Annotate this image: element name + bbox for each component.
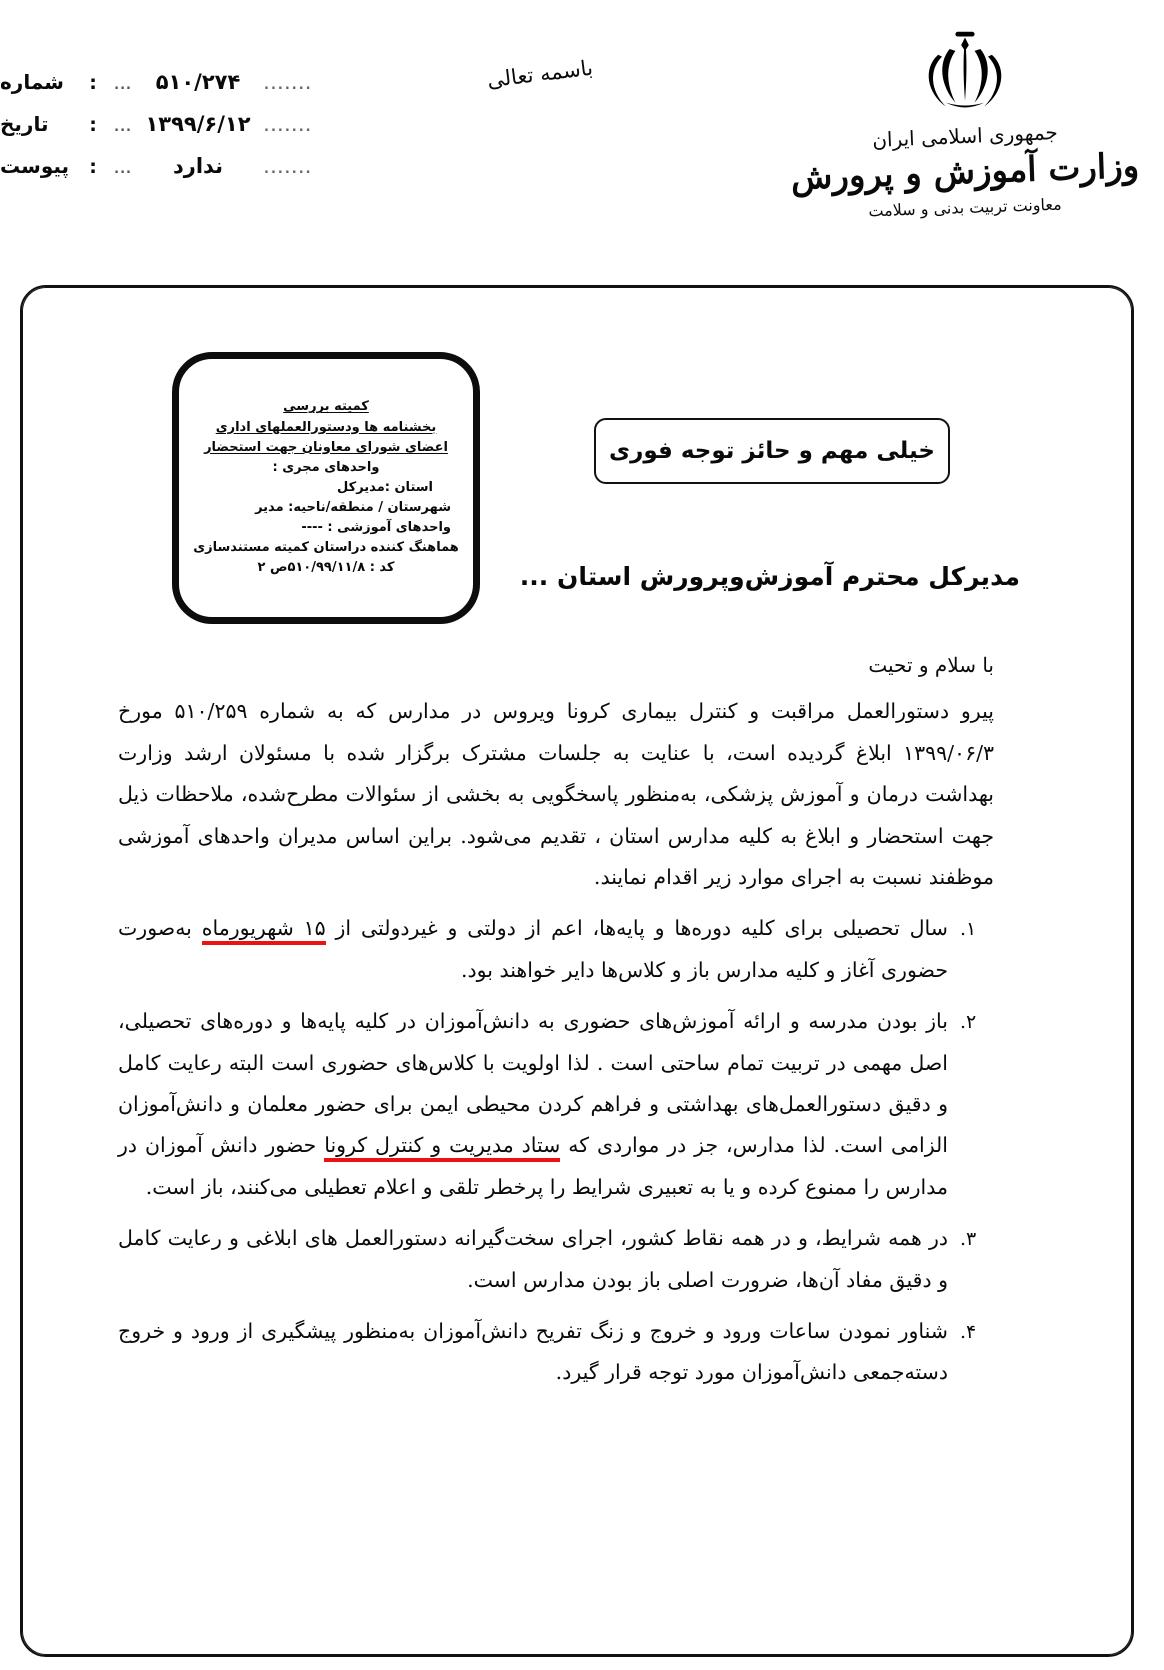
list-item <box>118 1218 994 1301</box>
field-value-date: ۱۳۹۹/۶/۱۲ <box>145 112 251 136</box>
stamp-title-3: اعضای شورای معاونان جهت استحضار <box>204 439 448 455</box>
stamp-row-district: شهرستان / منطقه/ناحیه: مدیر <box>255 500 451 516</box>
iran-emblem-icon <box>917 26 1013 118</box>
item-text <box>118 1311 948 1394</box>
item-text <box>118 1218 948 1301</box>
urgent-banner: خیلی مهم و حائز توجه فوری <box>594 418 950 484</box>
stamp-title-4: واحدهای مجری : <box>272 459 380 475</box>
greeting-line: با سلام و تحیت <box>868 653 994 677</box>
item-text-part1: سال تحصیلی برای کلیه دوره‌ها و پایه‌ها، اعم از دولتی و غیردولتی از <box>325 916 948 941</box>
list-item <box>118 1311 994 1394</box>
stamp-row-province: استان :مدیرکل <box>337 479 433 495</box>
letterhead-line-department: معاونت تربیت بدنی و سلامت <box>868 194 1062 221</box>
intro-paragraph: پیرو دستورالعمل مراقبت و کنترل بیماری کرونا ویروس در مدارس که به شماره ۵۱۰/۲۵۹ مورخ ۱۳۹۹/۰۶/۳ ابلاغ گردیده است، با عنایت به جلسات مشترک برگزار شده با مسئولان ارشد وزارت بهداشت درمان و آموزش پزشکی، به‌منظور پاسخگویی به بخشی از سئوالات مطرح‌شده، ملاحظات ذیل جهت استحضار و ابلاغ به کلیه مدارس استان ، تقدیم می‌شود. براین اساس مدیران واحدهای آموزشی موظفند نسبت به اجرای موارد زیر اقدام نمایند. <box>118 699 994 890</box>
item-number: ۱. <box>960 918 977 941</box>
field-colon: : <box>89 72 97 94</box>
field-label-attachment: پیوست <box>0 154 70 178</box>
item-number: ۳. <box>960 1228 977 1251</box>
item-number: ۴. <box>960 1321 977 1344</box>
field-row-attachment <box>0 154 320 178</box>
stamp-title-1: کمیته بررسی <box>283 399 369 415</box>
item-text-part2: به‌صورت حضوری آغاز و کلیه مدارس باز و کلاس‌ها دایر خواهند بود. <box>118 916 948 982</box>
field-row-date <box>0 112 320 136</box>
basmala-invocation: باسمه تعالی <box>485 55 595 93</box>
field-colon: : <box>89 114 97 136</box>
numbered-items-list <box>118 908 994 1393</box>
field-label-date: تاریخ <box>0 112 49 136</box>
item-highlight: ستاد مدیریت و کنترل کرونا <box>324 1133 560 1162</box>
letterhead-line-country: جمهوری اسلامی ایران <box>871 119 1059 153</box>
item-text <box>118 1001 948 1208</box>
letterhead <box>790 26 1140 221</box>
field-label-number: شماره <box>0 70 64 94</box>
item-text-part1: شناور نمودن ساعات ورود و خروج و زنگ تفریح دانش‌آموزان به‌منظور پیشگیری از ورود و خروج دسته‌جمعی دانش‌آموزان مورد توجه قرار گیرد. <box>118 1319 948 1385</box>
field-value-number: ۵۱۰/۲۷۴ <box>155 70 241 94</box>
stamp-row-coordinator: هماهنگ کننده دراستان کمیته مستندسازی <box>193 540 459 556</box>
field-colon: : <box>89 156 97 178</box>
leader-dots-right: ... <box>114 162 132 177</box>
item-text-part2: حضور دانش آموزان در مدارس را ممنوع کرده و یا به تعبیری شرایط را پرخطر تلقی و اعلام تعطیلی می‌کنند، باز است. <box>118 1133 948 1199</box>
field-value-attachment: ندارد <box>172 154 224 178</box>
item-highlight: ۱۵ شهریورماه <box>202 916 326 945</box>
leader-dots-left: ....... <box>264 120 313 135</box>
list-item <box>118 1001 994 1208</box>
stamp-row-schools: واحدهای آموزشی : ---- <box>301 520 451 536</box>
addressee-line: مدیرکل محترم آموزش‌وپرورش استان ... <box>519 562 1020 591</box>
field-row-number <box>0 70 320 94</box>
stamp-row-code: کد : ۵۱۰/۹۹/۱۱/۸ص ۲ <box>257 560 395 576</box>
letter-body <box>118 645 994 1404</box>
header-fields <box>0 70 320 196</box>
leader-dots-left: ....... <box>264 162 313 177</box>
addressee-wrapper <box>0 562 1164 591</box>
leader-dots-right: ... <box>114 120 132 135</box>
leader-dots-left: ....... <box>264 78 313 93</box>
leader-dots-right: ... <box>114 78 132 93</box>
item-text-part1: در همه شرایط، و در همه نقاط کشور، اجرای سخت‌گیرانه دستورالعمل های ابلاغی و رعایت کامل و دقیق مفاد آن‌ها، ضرورت اصلی باز بودن مدارس است. <box>118 1226 948 1292</box>
letterhead-line-ministry: وزارت آموزش و پرورش <box>790 145 1140 199</box>
item-text-part1: باز بودن مدرسه و ارائه آموزش‌های حضوری به دانش‌آموزان در کلیه پایه‌ها و دوره‌های تحصیلی، اصل مهمی در تربیت تمام ساحتی است . لذا اولویت با کلاس‌های حضوری است البته رعایت کامل و دقیق دستورالعمل‌های بهداشتی و فراهم کردن محیطی ایمن برای حضور معلمان و دانش‌آموزان الزامی است. لذا مدارس، جز در مواردی که <box>118 1009 949 1158</box>
item-number: ۲. <box>960 1011 977 1034</box>
item-text <box>118 908 948 991</box>
stamp-title-2: بخشنامه ها ودستورالعملهای اداری <box>215 419 437 435</box>
list-item <box>118 908 994 991</box>
